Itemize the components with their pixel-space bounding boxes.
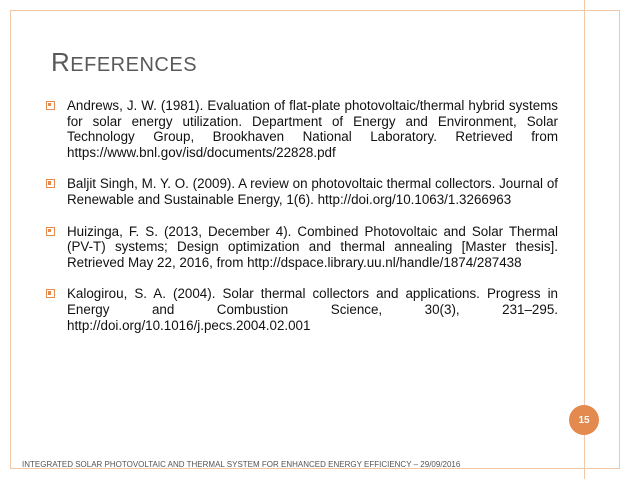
reference-text: Baljit Singh, M. Y. O. (2009). A review on photovoltaic thermal collectors. Journal of Renewable and Sustainable Energy, 1(6). http://doi.org/10.1063/1.3266963: [67, 176, 558, 207]
title-cap: R: [51, 47, 71, 77]
slide-title: [51, 47, 197, 78]
title-rest: EFERENCES: [70, 54, 198, 76]
reference-item: [46, 98, 558, 160]
square-bullet-icon: [46, 227, 55, 236]
reference-text: Kalogirou, S. A. (2004). Solar thermal collectors and applications. Progress in Energy and Combustion Science, 30(3), 231–295. http://doi.org/10.1016/j.pecs.2004.02.001: [67, 286, 558, 333]
reference-list: [46, 98, 558, 349]
reference-text: Huizinga, F. S. (2013, December 4). Combined Photovoltaic and Solar Thermal (PV-T) systems; Design optimization and thermal annealing [Master thesis]. Retrieved May 22, 2016, from http://dspace.library.uu.nl/handle/1874/287438: [67, 223, 558, 270]
reference-item: [46, 286, 558, 333]
square-bullet-icon: [46, 101, 55, 110]
reference-item: [46, 176, 558, 207]
square-bullet-icon: [46, 289, 55, 298]
reference-text: Andrews, J. W. (1981). Evaluation of flat-plate photovoltaic/thermal hybrid systems for solar energy utilization. Department of Energy and Environment, Solar Technology Group, Brookhaven National Laboratory. Retrieved from https://www.bnl.gov/isd/documents/22828.pdf: [67, 98, 558, 160]
reference-item: [46, 224, 558, 271]
square-bullet-icon: [46, 179, 55, 188]
slide-footer: INTEGRATED SOLAR PHOTOVOLTAIC AND THERMAL SYSTEM FOR ENHANCED ENERGY EFFICIENCY – 29/09/2016: [22, 460, 461, 469]
page-number-badge: 15: [569, 405, 599, 435]
